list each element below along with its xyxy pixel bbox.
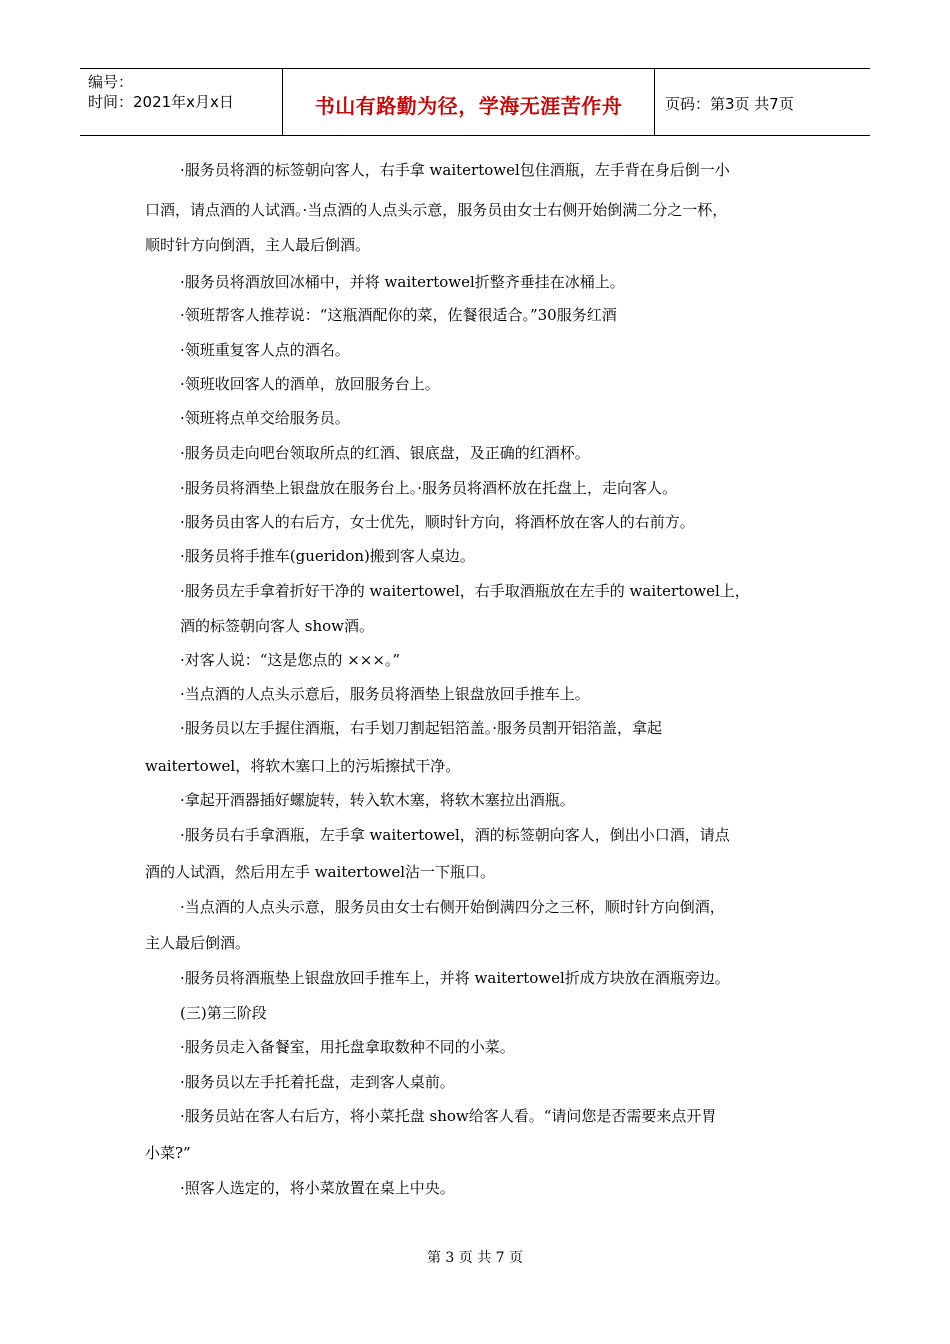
- body-line: ·拿起开酒器插好螺旋转，转入软木塞，将软木塞拉出酒瓶。: [180, 791, 575, 809]
- body-line: ·服务员左手拿着折好干净的 waitertowel，右手取酒瓶放在左手的 waitertowel上，: [180, 582, 750, 600]
- body-line: ·照客人选定的，将小菜放置在桌上中央。: [180, 1179, 455, 1197]
- page-footer: 第 3 页 共 7 页: [426, 1250, 524, 1266]
- body-line: ·服务员站在客人右后方，将小菜托盘 show给客人看。“请问您是否需要来点开胃: [180, 1107, 717, 1125]
- body-line: 口酒，请点酒的人试酒。·当点酒的人点头示意，服务员由女士右侧开始倒满二分之一杯，: [145, 201, 728, 219]
- body-line: 小菜?”: [145, 1144, 191, 1162]
- document-date: 时间：2021年x月x日: [88, 93, 234, 111]
- body-line: ·领班收回客人的酒单，放回服务台上。: [180, 375, 440, 393]
- body-line: ·领班帮客人推荐说：“这瓶酒配你的菜，佐餐很适合。”30服务红酒: [180, 306, 617, 324]
- body-line: ·服务员将酒瓶垫上银盘放回手推车上，并将 waitertowel折成方块放在酒瓶旁边。: [180, 969, 730, 987]
- body-line: ·当点酒的人点头示意后，服务员将酒垫上银盘放回手推车上。: [180, 685, 590, 703]
- body-line: ·服务员走向吧台领取所点的红酒、银底盘，及正确的红酒杯。: [180, 444, 590, 462]
- body-line: ·服务员以左手托着托盘，走到客人桌前。: [180, 1073, 455, 1091]
- body-line: 顺时针方向倒酒，主人最后倒酒。: [145, 236, 371, 254]
- body-line: ·服务员走入备餐室，用托盘拿取数种不同的小菜。: [180, 1038, 515, 1056]
- body-line: 酒的人试酒，然后用左手 waitertowel沾一下瓶口。: [145, 863, 495, 881]
- body-line: ·服务员将酒垫上银盘放在服务台上。·服务员将酒杯放在托盘上，走向客人。: [180, 479, 678, 497]
- header-page-info: 页码：第3页 共7页: [665, 95, 794, 113]
- body-line: 酒的标签朝向客人 show酒。: [180, 617, 374, 635]
- body-line: ·服务员右手拿酒瓶，左手拿 waitertowel，酒的标签朝向客人，倒出小口酒，请点: [180, 826, 730, 844]
- body-line: waitertowel，将软木塞口上的污垢擦拭干净。: [145, 757, 461, 775]
- body-line: 主人最后倒酒。: [145, 934, 251, 952]
- body-line: ·服务员将酒的标签朝向客人，右手拿 waitertowel包住酒瓶，左手背在身后倒一小: [180, 161, 730, 179]
- body-line: ·当点酒的人点头示意，服务员由女士右侧开始倒满四分之三杯，顺时针方向倒酒，: [180, 898, 725, 916]
- body-line: ·领班将点单交给服务员。: [180, 409, 350, 427]
- body-line: ·服务员由客人的右后方，女士优先，顺时针方向，将酒杯放在客人的右前方。: [180, 513, 695, 531]
- document-number-label: 编号：: [88, 73, 134, 91]
- body-line: ·对客人说：“这是您点的 ×××。”: [180, 651, 401, 669]
- section-heading: (三)第三阶段: [180, 1004, 267, 1022]
- body-line: ·服务员将手推车(gueridon)搬到客人桌边。: [180, 547, 475, 565]
- body-line: ·领班重复客人点的酒名。: [180, 341, 350, 359]
- body-line: ·服务员以左手握住酒瓶，右手划刀割起铝箔盖。·服务员割开铝箔盖，拿起: [180, 719, 663, 737]
- header-motto: 书山有路勤为径，学海无涯苦作舟: [314, 94, 623, 118]
- body-line: ·服务员将酒放回冰桶中，并将 waitertowel折整齐垂挂在冰桶上。: [180, 273, 625, 291]
